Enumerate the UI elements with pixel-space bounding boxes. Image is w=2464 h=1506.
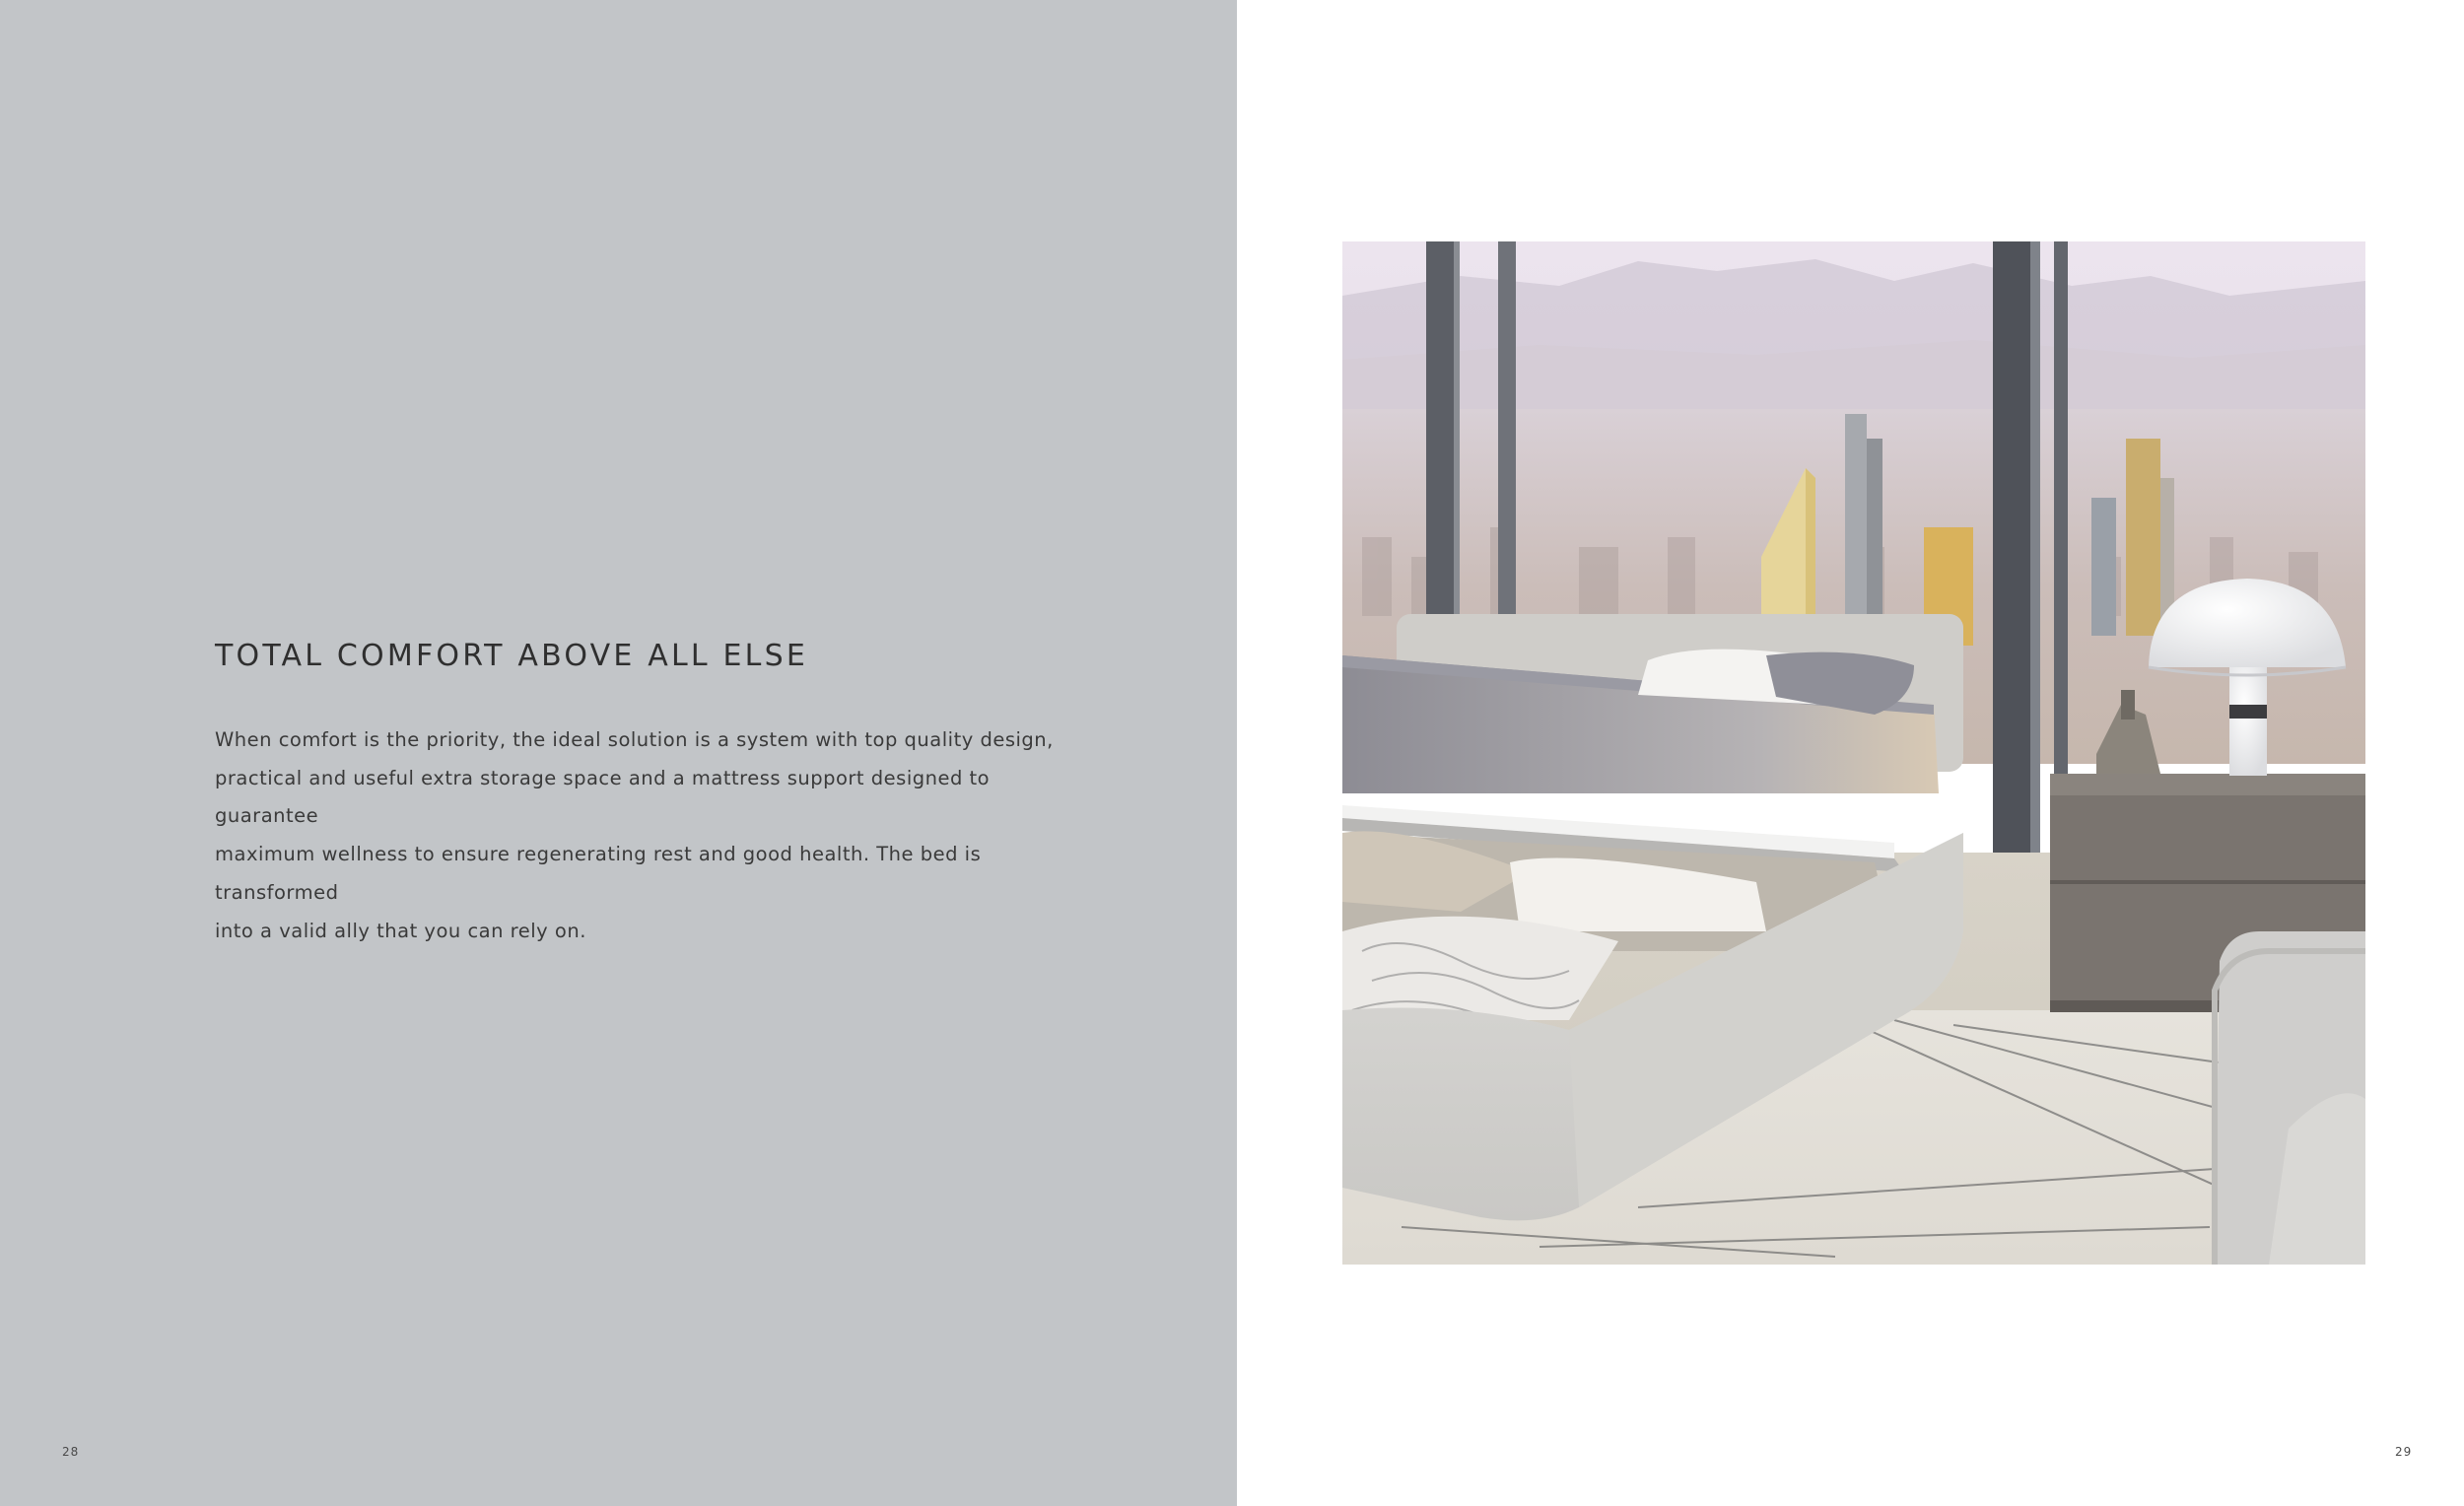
page-heading: TOTAL COMFORT ABOVE ALL ELSE: [215, 639, 808, 673]
paragraph-line: practical and useful extra storage space and a mattress support designed to guarantee: [215, 766, 991, 828]
body-paragraph: [215, 721, 1072, 950]
paragraph-line: When comfort is the priority, the ideal solution is a system with top quality design,: [215, 728, 1054, 751]
paragraph-line: into a valid ally that you can rely on.: [215, 919, 586, 942]
page-number-left: 28: [62, 1445, 80, 1459]
bedroom-photo: [1342, 241, 2365, 1265]
paragraph-line: maximum wellness to ensure regenerating rest and good health. The bed is transformed: [215, 843, 982, 904]
page-number-right: 29: [2395, 1445, 2413, 1459]
